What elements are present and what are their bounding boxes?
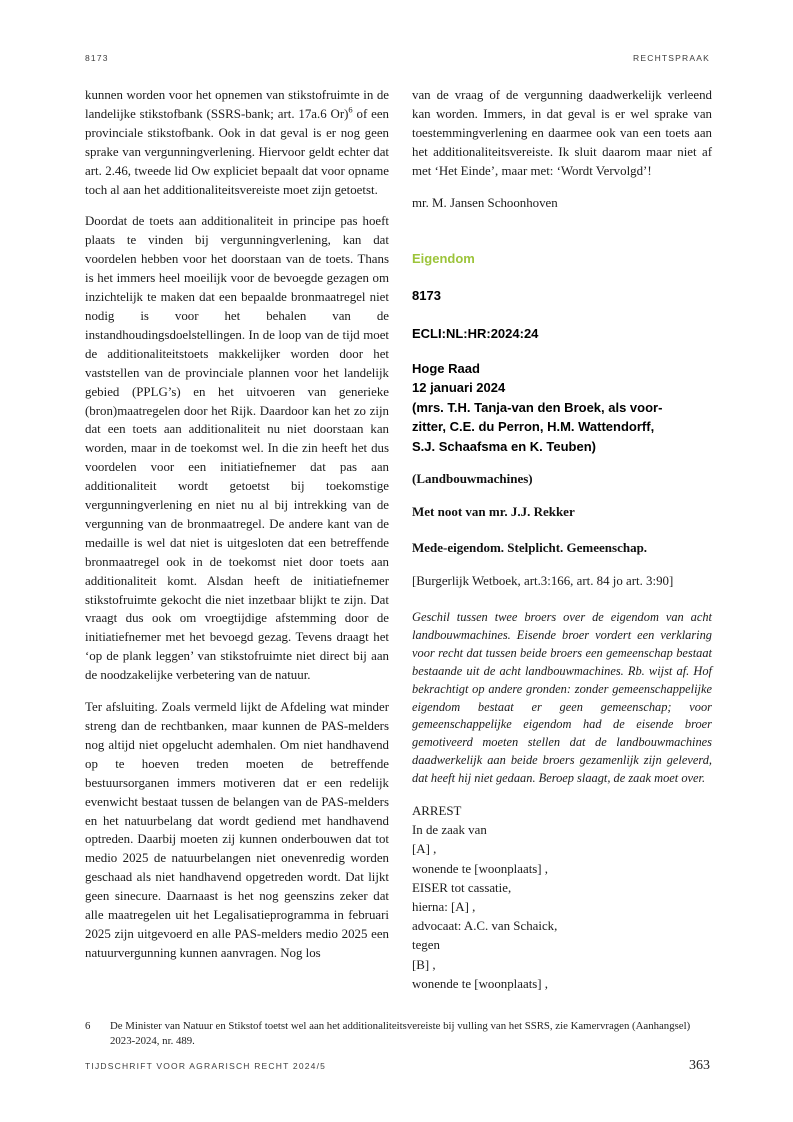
arrest-block: ARREST In de zaak van [A] , wonende te [woonplaats] , EISER tot cassatie, hierna: [A] , advocaat: A.C. van Schaick, tegen [B] , wonende te [woonplaats] ,: [412, 804, 558, 991]
ecli-number: ECLI:NL:HR:2024:24: [412, 326, 539, 341]
footer-journal-title: TIJDSCHRIFT VOOR AGRARISCH RECHT 2024/5: [85, 1061, 327, 1071]
footnote-number: 6: [85, 1020, 91, 1032]
footnote-text: De Minister van Natuur en Stikstof toetst wel aan het additionaliteitsvereiste bij vulling van het SSRS, zie Kamervragen (Aanhangsel) 2023-2024, nr. 489.: [110, 1020, 691, 1048]
footnote-reference: 6: [348, 104, 353, 115]
court-and-judges: Hoge Raad 12 januari 2024 (mrs. T.H. Tanja-van den Broek, als voor- zitter, C.E. du Perron, H.M. Wattendorff, S.J. Schaafsma en K. Teuben): [412, 361, 663, 454]
column-right-top: [412, 86, 712, 212]
statutes-line: [Burgerlijk Wetboek, art.3:166, art. 84 jo art. 3:90]: [412, 574, 674, 588]
keywords-line: Mede-eigendom. Stelplicht. Gemeenschap.: [412, 540, 648, 555]
header-issue-number: 8173: [85, 53, 109, 63]
case-number: 8173: [412, 288, 441, 303]
left-paragraph-1: [85, 86, 389, 199]
footer-page-number: 363: [689, 1058, 710, 1073]
case-summary: Geschil tussen twee broers over de eigendom van acht landbouwmachines. Eisende broer vordert een verklaring voor recht dat tussen beide broers een gemeenschap bestaat bestaande uit de acht landbouwmachines. Rb. wijst af. Hof bekrachtigt op andere gronden: zonder gemeenschappelijke eigendom bestaat er geen gemeenschap; voor gemeenschappelijke eigendom had de eisende broer gemotiveerd moeten stellen dat de landbouwmachines daadwerkelijk aan beide broers gezamenlijk zijn geleverd, dat heeft hij niet gedaan. Beroep slaagt, de zaak moet over.: [412, 610, 712, 786]
left-paragraph-1-text: kunnen worden voor het opnemen van stikstofruimte in de landelijke stikstofbank (SSRS-bank; art. 17a.6 Or): [85, 88, 389, 121]
note-author: mr. M. Jansen Schoonhoven: [412, 195, 558, 210]
annotation-credit: Met noot van mr. J.J. Rekker: [412, 504, 575, 519]
right-paragraph-1: van de vraag of de vergunning daadwerkelijk verleend kan worden. Immers, in dat geval is er wel sprake van toestemmingverlening en daarmee ook van een toets aan het additionaliteitsvereiste. Ik sluit daarom maar niet af met ‘Het Einde’, maar met: ‘Wordt Vervolgd’!: [412, 88, 712, 178]
column-right-bottom: [412, 609, 712, 994]
page-footer: [85, 1058, 710, 1074]
running-header: [85, 53, 710, 63]
case-name: (Landbouwmachines): [412, 471, 533, 486]
left-paragraph-3: Ter afsluiting. Zoals vermeld lijkt de Afdeling wat minder streng dan de rechtbanken, maar kunnen de PAS-melders nog altijd niet opgelucht ademhalen. Om niet handhavend op te hoeven treden moeten de betreffende bestuursorganen immers motiveren dat er een redelijk evenwicht bestaat tussen de belangen van de PAS-melders en het natuurbelang dat wordt gediend met handhavend optreden. Daarbij moeten zij kunnen onderbouwen dat tot medio 2025 de natuurbelangen niet onevenredig worden geschaad als niet handhavend opgetreden wordt. Dat lijkt geen sinecure. Daarnaast is het nog geenszins zeker dat alle maatregelen uit het Legalisatieprogramma in februari 2025 zijn uitgevoerd en alle PAS-melders medio 2025 een natuurvergunning kunnen aanvragen. Nog los: [85, 700, 389, 960]
footnote: [85, 1019, 710, 1049]
header-running-title: RECHTSPRAAK: [633, 53, 710, 63]
left-paragraph-2: Doordat de toets aan additionaliteit in principe pas hoeft plaats te vinden bij vergunningverlening, kan dat voordelen hebben voor het doorstaan van de toets. Thans is het immers heel moeilijk voor de bevoegde gezagen om inzichtelijk te maken dat een bepaalde bronmaatregel niet nodig is voor het behalen van de instandhoudingsdoelstellingen. In de loop van de tijd moet de additionaliteitstoets makkelijker worden door het vaststellen van de provinciale plannen voor het landelijk gebied (PPLG’s) en het uitvoeren van generieke (bron)maatregelen door het Rijk. Daardoor kan het zo zijn dat een toets aan additionaliteit nu niet doorstaan kan worden, maar in de toekomst wel. In die zin heeft het dus voordelen voor een initiatiefnemer dat pas aan additionaliteit wordt getoetst bij toekomstige vergunningverlening en niet nu al bij intrekking van de vergunning van de bronmaatregel. De andere kant van de medaille is wel dat niet is uitgesloten dat een betreffende bronmaatregel ook in de toekomst niet door toets aan additionaliteit komt. Alsdan heeft de initiatiefnemer stikstofruimte gekocht die niet inzetbaar blijkt te zijn. Dat vraagt dus ook om vroegtijdige afstemming door de initiatiefnemer met het bevoegd gezag. Tevens draagt het ‘op de plank leggen’ van stikstofruimte niet direct bij aan de noodzakelijke verbetering van de natuur.: [85, 214, 389, 683]
column-left: [85, 86, 389, 976]
left-paragraph-1-continuation: of een provinciale stikstofbank. Ook in dat geval is er nog geen sprake van vergunningverlening. Hiervoor geldt echter dat art. 2.46, tweede lid Ow expliciet bepaalt dat voor opname toch al aan het additionaliteitsvereiste moet zijn getoetst.: [85, 106, 389, 197]
section-heading: Eigendom: [412, 251, 475, 266]
